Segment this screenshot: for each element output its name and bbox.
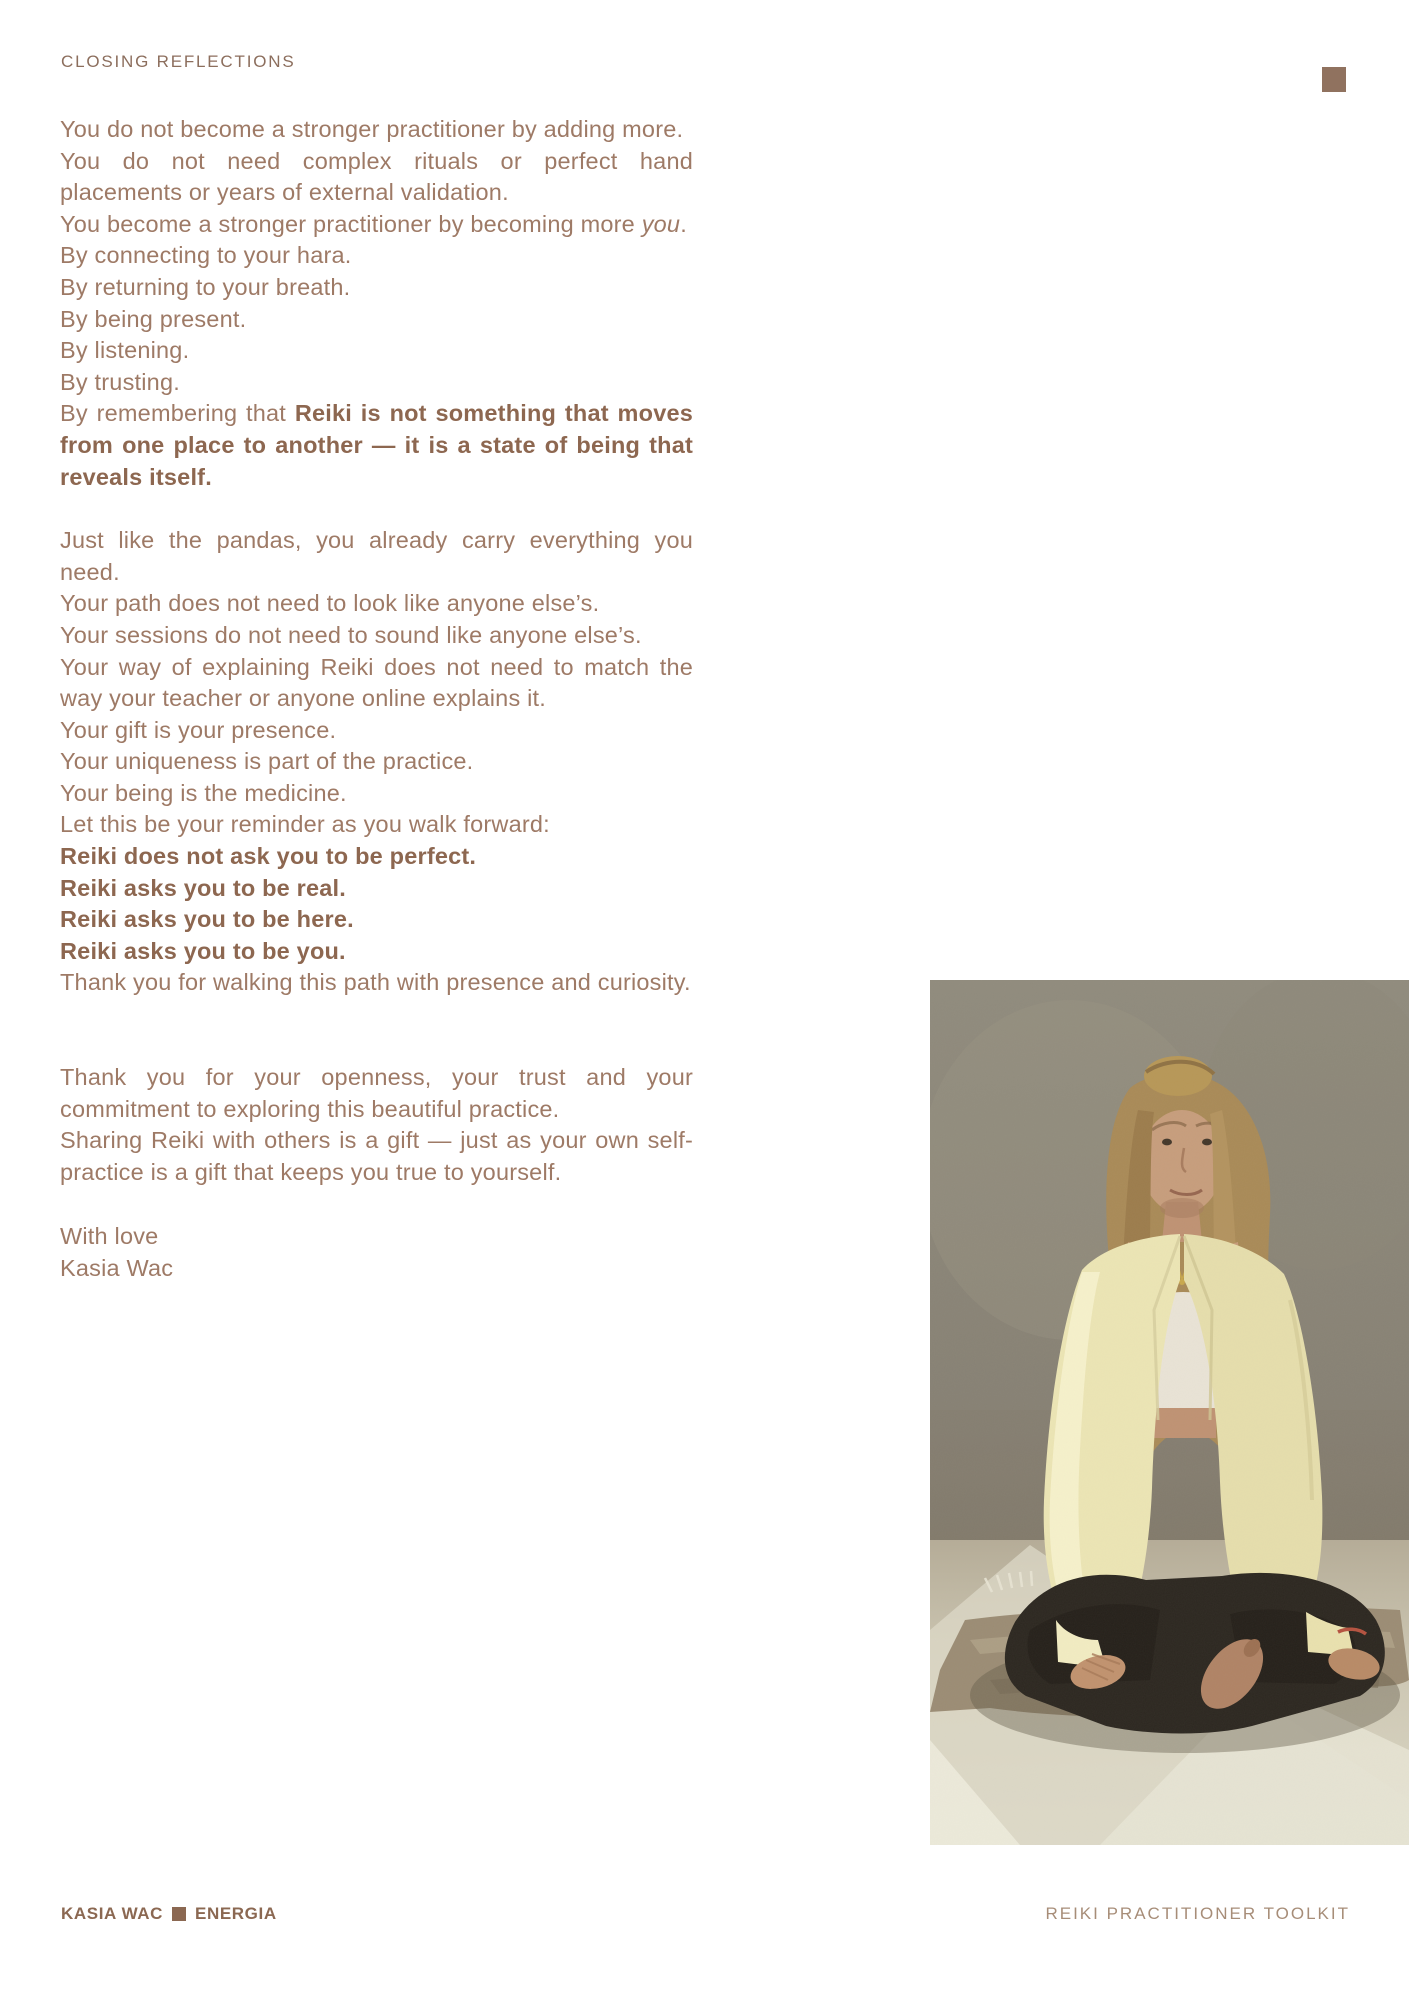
sentence-text: Just like the pandas, you already carry everything you need.: [60, 527, 693, 585]
sentence: [60, 841, 693, 873]
sentence: [60, 367, 693, 399]
sentence: [60, 715, 693, 747]
sentence-text-bold: Reiki asks you to be real.: [60, 874, 347, 901]
sentence: [60, 272, 693, 304]
sentence-text: You do not need complex rituals or perfect hand placements or years of external validation.: [60, 147, 693, 206]
sentence-text: By remembering that: [60, 400, 295, 427]
sentence: [60, 873, 693, 905]
body-text-column: [60, 114, 693, 1285]
sentence: [60, 304, 693, 336]
sentence-text-bold: Reiki asks you to be you.: [60, 937, 346, 964]
sentence-text: Your gift is your presence.: [60, 716, 337, 743]
page-title: CLOSING REFLECTIONS: [61, 52, 296, 71]
sentence-text: Let this be your reminder as you walk forward:: [60, 811, 550, 838]
sentence-text: .: [680, 210, 687, 237]
sentence: [60, 525, 693, 588]
sentence-text: Your path does not need to look like anyone else’s.: [60, 590, 600, 617]
signature-line: Kasia Wac: [60, 1255, 174, 1281]
sentence-text: You become a stronger practitioner by becoming more: [60, 210, 642, 237]
sentence: [60, 904, 693, 936]
sentence-text: Sharing Reiki with others is a gift — just as your own self-practice is a gift that keeps you true to yourself.: [60, 1127, 693, 1185]
signature-block: [60, 1221, 693, 1284]
sentence: [60, 1062, 693, 1125]
sentence-text-italic: you: [641, 210, 681, 237]
paragraph-1: [60, 114, 693, 493]
sentence: [60, 620, 693, 652]
sentence-text-bold: Reiki asks you to be here.: [60, 906, 354, 933]
sentence-text: Your uniqueness is part of the practice.: [60, 748, 474, 775]
sentence-text: By listening.: [60, 337, 190, 364]
footer-square-icon: [172, 1907, 186, 1921]
sentence: [60, 746, 693, 778]
sentence: [60, 335, 693, 367]
footer-brand-word: ENERGIA: [195, 1904, 277, 1923]
sentence-text: By returning to your breath.: [60, 273, 351, 300]
signature-line: With love: [60, 1223, 159, 1250]
sentence: [60, 240, 693, 272]
sentence-text: By connecting to your hara.: [60, 242, 352, 269]
sentence-text-bold: Reiki is not something that moves from one place to another — it is a state of being that reveals itself.: [60, 400, 694, 490]
sentence-text: Your being is the medicine.: [60, 779, 347, 806]
sentence: [60, 209, 693, 241]
sentence: [60, 114, 693, 146]
sentence: [60, 936, 693, 968]
photo-grain: [930, 980, 1409, 1845]
footer-brand: [61, 1904, 277, 1924]
sentence: [60, 967, 693, 999]
paragraph-3: [60, 1062, 693, 1188]
sentence-text: You do not become a stronger practitioner by adding more.: [60, 116, 684, 142]
practitioner-photo: [930, 980, 1409, 1845]
footer-document-title: REIKI PRACTITIONER TOOLKIT: [1045, 1904, 1350, 1923]
footer-brand-name: KASIA WAC: [61, 1904, 164, 1923]
sentence: [60, 398, 693, 493]
sentence: [60, 778, 693, 810]
sentence: [60, 588, 693, 620]
sentence: [60, 1125, 693, 1188]
sentence: [60, 146, 693, 209]
sentence-text: By trusting.: [60, 368, 180, 395]
sentence-text: Your sessions do not need to sound like anyone else’s.: [60, 621, 642, 648]
sentence-text: By being present.: [60, 305, 247, 332]
sentence: [60, 809, 693, 841]
sentence-text: Thank you for walking this path with presence and curiosity.: [60, 969, 691, 996]
sentence-text-bold: Reiki does not ask you to be perfect.: [60, 843, 477, 870]
paragraph-2: [60, 525, 693, 999]
corner-accent-square: [1322, 67, 1346, 92]
sentence-text: Your way of explaining Reiki does not need to match the way your teacher or anyone online explains it.: [60, 653, 693, 712]
sentence-text: Thank you for your openness, your trust and your commitment to exploring this beautiful practice.: [60, 1064, 693, 1122]
sentence: [60, 652, 693, 715]
